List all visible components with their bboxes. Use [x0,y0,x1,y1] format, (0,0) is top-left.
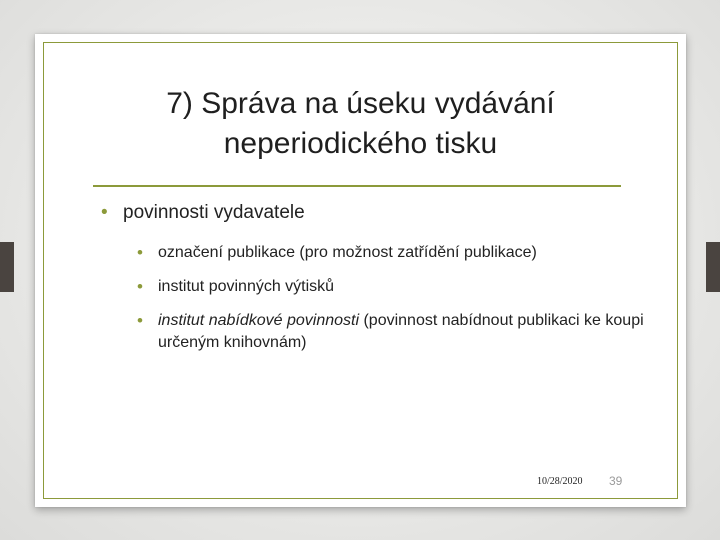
bullet-item-text: (povinnost nabídnout publikaci ke koupi určeným knihovnám) [158,312,644,351]
bullet-icon: • [101,202,108,223]
left-side-tab [0,242,14,292]
bullet-icon: • [137,277,143,296]
title-line-2: neperiodického tisku [223,127,498,160]
title-line-1: 7) Správa na úseku vydávání [166,87,555,120]
slide-date: 10/28/2020 [537,476,583,487]
bullet-item-italic-text: institut nabídkové povinnosti [158,312,360,329]
right-side-tab [706,242,720,292]
title-divider [93,185,621,187]
bullet-icon: • [137,311,143,330]
bullet-level1 [101,200,661,226]
bullet-item-2 [137,276,661,298]
bullet-level1-text: povinnosti vydavatele [123,202,305,223]
bullet-item-text: institut povinných výtisků [158,278,335,295]
bullet-item-1 [137,242,661,264]
slide-card [35,34,686,507]
bullet-list [101,200,661,366]
bullet-icon: • [137,243,143,262]
slide-number: 39 [609,474,623,488]
bullet-item-3 [137,310,661,354]
bullet-item-text: označení publikace (pro možnost zatřídění publikace) [158,244,537,261]
slide-title [35,84,686,164]
